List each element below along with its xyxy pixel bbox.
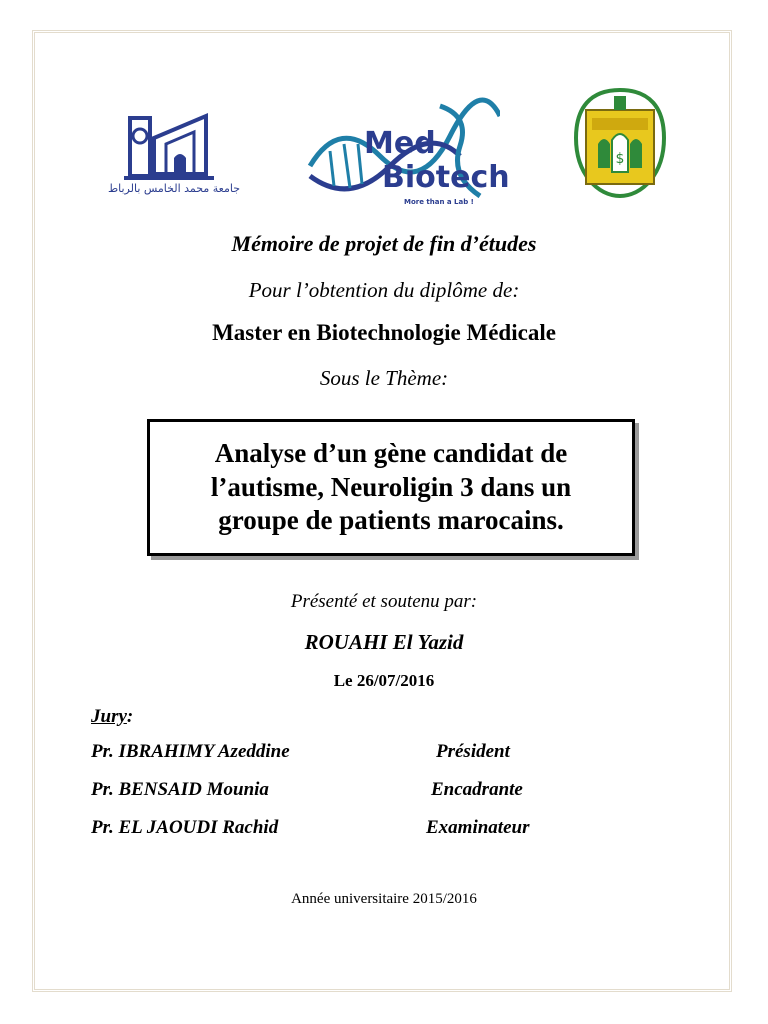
memoire-title: Mémoire de projet de fin d’études [231, 231, 537, 256]
jury-member-role: Président [436, 741, 510, 762]
university-caption: جامعة محمد الخامس بالرباط [107, 182, 241, 195]
university-mohammed-v-logo [96, 108, 252, 204]
jury-member-row [91, 741, 651, 767]
jury-member-name: Pr. EL JAOUDI Rachid [91, 817, 279, 838]
theme-box [147, 419, 635, 556]
medbiotech-logo [300, 96, 510, 216]
jury-label [91, 706, 133, 728]
svg-text:$: $ [615, 151, 625, 167]
medbiotech-line1: Med [364, 126, 436, 161]
faculty-emblem-logo [568, 88, 672, 200]
medbiotech-line2: Biotech [382, 160, 510, 195]
author-name: ROUAHI El Yazid [304, 630, 464, 654]
medbiotech-tagline: More than a Lab ! [404, 198, 474, 206]
jury-label-colon: : [126, 706, 134, 727]
theme-intro: Sous le Thème: [319, 366, 449, 390]
obtention-line: Pour l’obtention du diplôme de: [248, 278, 520, 302]
presented-by-label: Présenté et soutenu par: [290, 591, 478, 612]
jury-member-role: Examinateur [426, 817, 530, 838]
theme-line-3: groupe de patients marocains. [218, 505, 564, 536]
jury-member-role: Encadrante [431, 779, 523, 800]
jury-member-row [91, 817, 651, 843]
theme-line-1: Analyse d’un gène candidat de [214, 437, 568, 468]
theme-title [197, 437, 585, 538]
jury-member-name: Pr. BENSAID Mounia [91, 779, 269, 800]
jury-label-text: Jury [91, 706, 127, 727]
jury-member-name: Pr. IBRAHIMY Azeddine [91, 741, 290, 762]
degree-title: Master en Biotechnologie Médicale [212, 320, 556, 345]
defense-date: Le 26/07/2016 [333, 671, 435, 690]
theme-line-2: l’autisme, Neuroligin 3 dans un [210, 471, 572, 502]
academic-year: Année universitaire 2015/2016 [291, 891, 477, 907]
jury-member-row [91, 779, 651, 805]
